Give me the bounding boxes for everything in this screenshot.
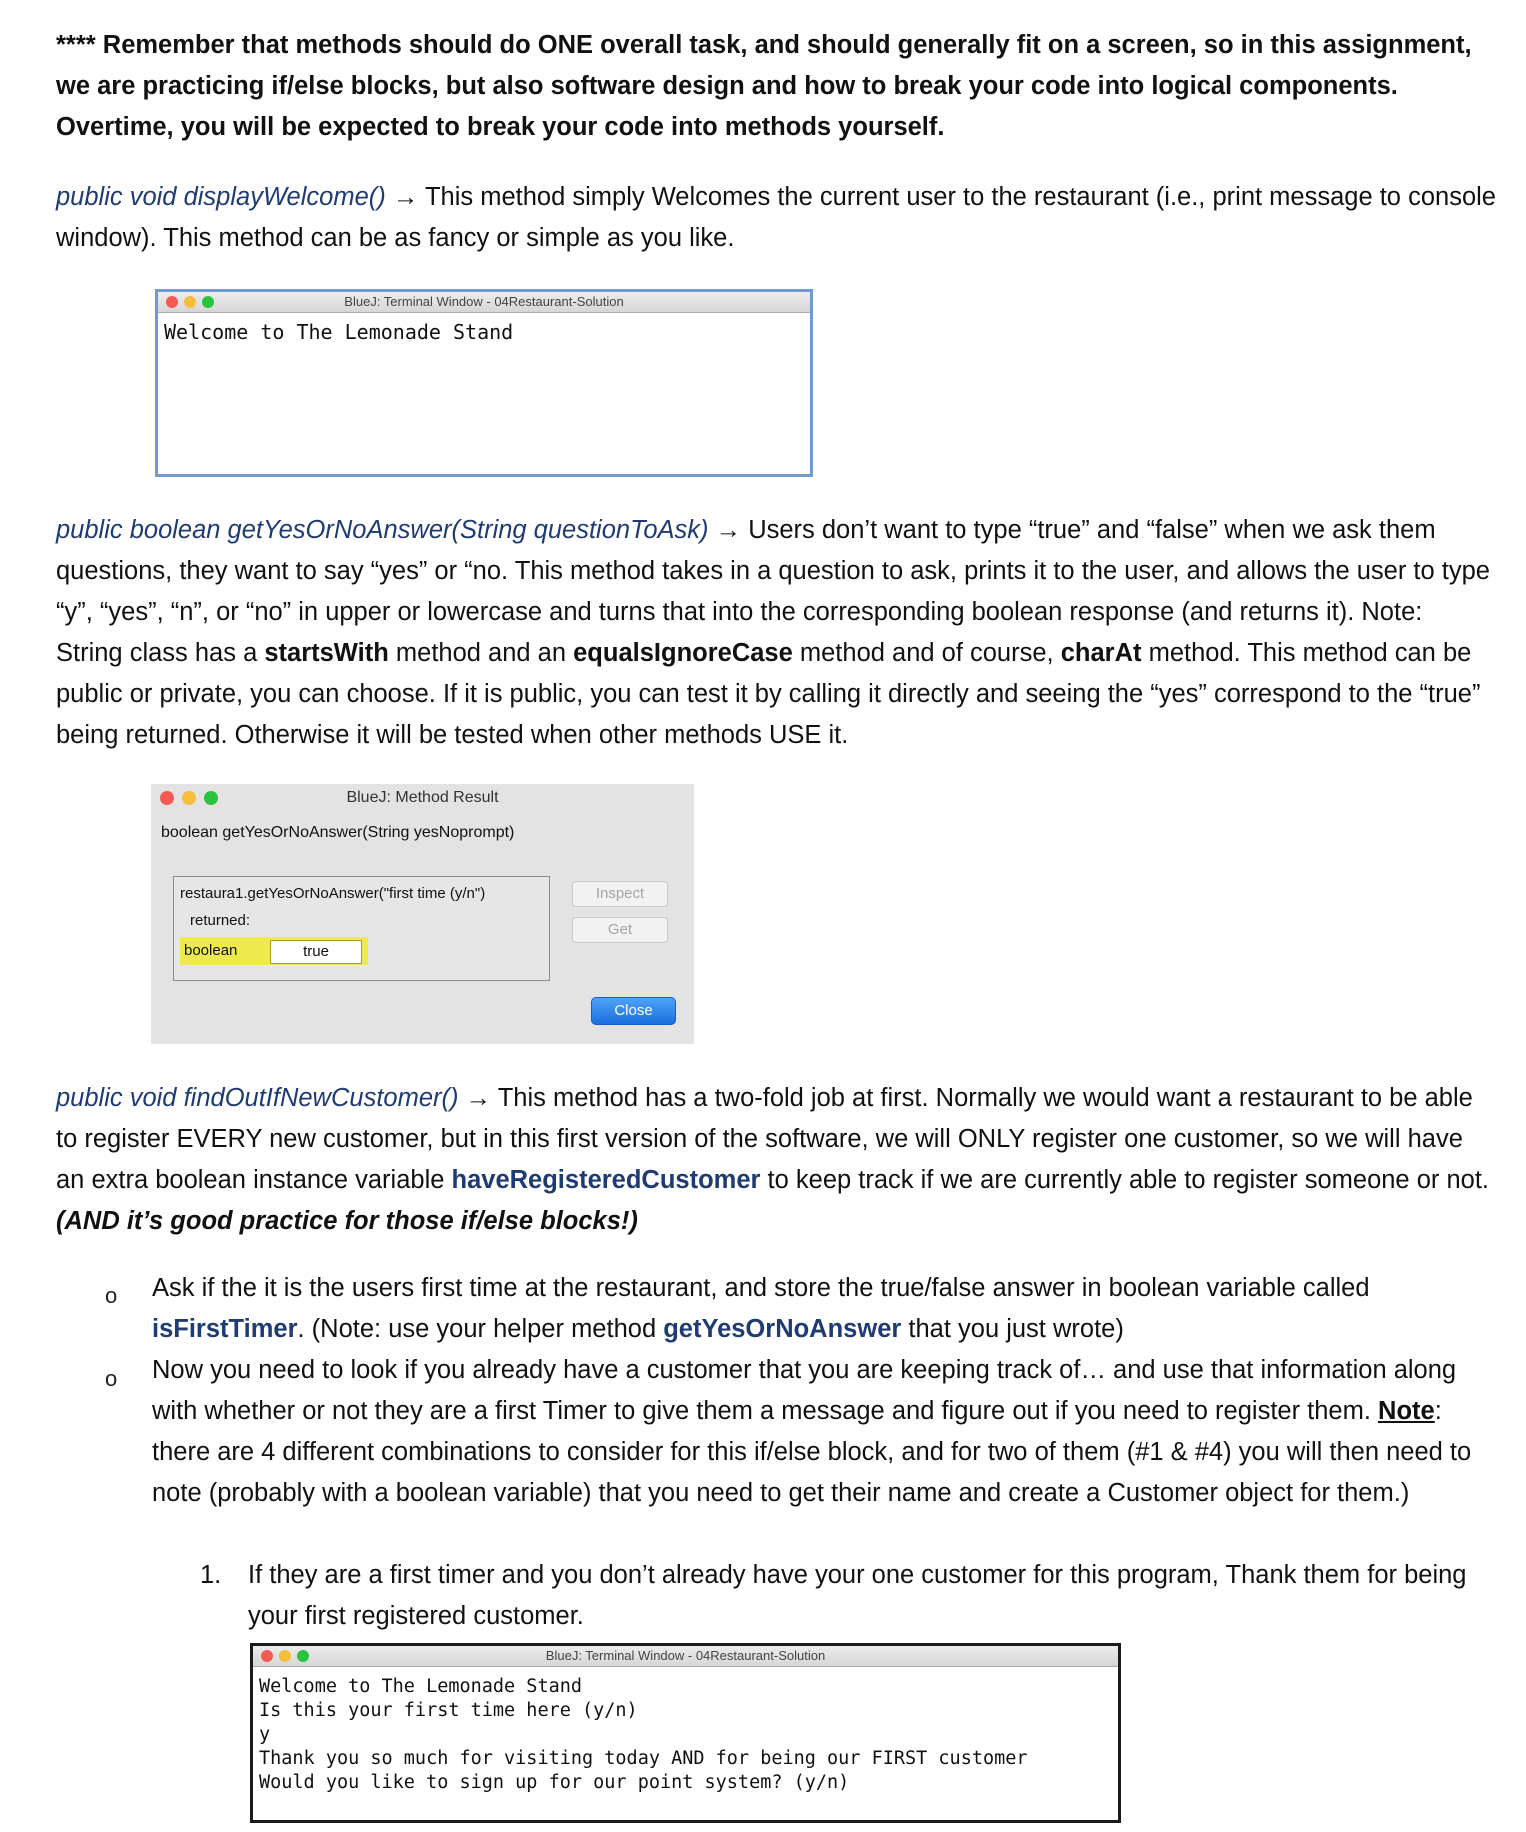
minimize-window-icon[interactable]	[182, 791, 196, 805]
bullet-marker-2: o	[105, 1366, 118, 1391]
bullet-1-text-3: that you just wrote)	[901, 1315, 1124, 1343]
get-yes-or-no-text-1: Users don’t want to type “true” and “false” when we ask them questions, they want to say “yes” or “no. This method takes in a question to ask, prints it to the user, and allows the user to type “y”, “yes”, “n”, or “no” in upper or lowercase and turns that into the corresponding boolean response (and returns it). Note: String class has a	[56, 516, 1490, 667]
find-out-text-1: This method has a two-fold job at first. Normally we would want a restaurant to be able to register EVERY new customer, but in this first version of the software, we will ONLY register one customer, so we will have an extra boolean instance variable	[56, 1084, 1473, 1194]
return-type-label: boolean	[184, 942, 238, 959]
zoom-window-icon[interactable]	[204, 791, 218, 805]
return-value-field[interactable]: true	[270, 940, 362, 964]
terminal-title-bar	[158, 292, 810, 313]
method-result-dialog	[151, 784, 694, 1044]
bullet-item-1	[152, 1268, 1497, 1350]
inspect-button[interactable]: Inspect	[572, 881, 668, 907]
terminal-line-2: Is this your first time here (y/n)	[259, 1700, 638, 1721]
terminal-title-bar	[253, 1646, 1118, 1667]
terminal-window-first-customer	[250, 1643, 1121, 1823]
terminal-output	[253, 1667, 1118, 1801]
starts-with-keyword: startsWith	[264, 639, 389, 667]
close-window-icon[interactable]	[166, 296, 178, 308]
terminal-window-welcome	[155, 289, 813, 477]
terminal-line-5: Would you like to sign up for our point system? (y/n)	[259, 1772, 850, 1793]
bullet-item-2	[152, 1350, 1497, 1514]
terminal-line-3: y	[259, 1724, 271, 1745]
get-yes-or-no-text-4: method. This method can be public or private, you can choose. If it is public, you can test it by calling it directly and seeing the “yes” correspond to the “true” being returned. Otherwise it will be tested when other methods USE it.	[56, 639, 1481, 749]
get-button[interactable]: Get	[572, 917, 668, 943]
result-panel	[173, 876, 550, 981]
returned-label: returned:	[190, 912, 251, 929]
get-yes-or-no-text-2: method and an	[388, 639, 574, 667]
bullet-marker-1: o	[105, 1283, 118, 1308]
find-out-text-2: to keep track if we are currently able to register someone or not.	[760, 1166, 1489, 1194]
close-button[interactable]: Close	[591, 997, 676, 1025]
terminal-output: Welcome to The Lemonade Stand	[164, 320, 514, 344]
find-out-emphasis: (AND it’s good practice for those if/else blocks!)	[56, 1207, 638, 1235]
window-controls	[160, 791, 218, 805]
close-window-icon[interactable]	[261, 1650, 273, 1662]
display-welcome-signature: public void displayWelcome()	[56, 183, 386, 211]
find-out-paragraph	[56, 1078, 1496, 1242]
terminal-title: BlueJ: Terminal Window - 04Restaurant-Solution	[545, 1648, 826, 1663]
dialog-title: BlueJ: Method Result	[346, 789, 499, 806]
bullet-1-text-1: Ask if the it is the users first time at the restaurant, and store the true/false answer in boolean variable called	[152, 1274, 1370, 1302]
numbered-item-1: If they are a first timer and you don’t already have your one customer for this program, Thank them for being your first registered customer.	[248, 1561, 1467, 1630]
bullet-2-text-2: : there are 4 different combinations to consider for this if/else block, and for two of them (#1 & #4) you will then need to note (probably with a boolean variable) that you need to get their name and create a Customer object for them.)	[152, 1397, 1472, 1507]
get-yes-or-no-paragraph	[56, 510, 1496, 756]
zoom-window-icon[interactable]	[297, 1650, 309, 1662]
get-yes-or-no-keyword: getYesOrNoAnswer	[663, 1315, 902, 1343]
zoom-window-icon[interactable]	[202, 296, 214, 308]
display-welcome-text: This method simply Welcomes the current user to the restaurant (i.e., print message to console window). This method can be as fancy or simple as you like.	[56, 183, 1496, 252]
have-registered-customer-keyword: haveRegisteredCustomer	[451, 1166, 761, 1194]
minimize-window-icon[interactable]	[184, 296, 196, 308]
window-controls	[166, 296, 214, 308]
bullet-1-text-2: . (Note: use your helper method	[297, 1315, 664, 1343]
intro-paragraph: **** Remember that methods should do ONE overall task, and should generally fit on a screen, so in this assignment, we are practicing if/else blocks, but also software design and how to break your code into logical components. Overtime, you will be expected to break your code into methods yourself.	[56, 31, 1472, 141]
get-yes-or-no-signature: public boolean getYesOrNoAnswer(String questionToAsk)	[56, 516, 709, 544]
dialog-title-bar	[151, 784, 694, 812]
close-window-icon[interactable]	[160, 791, 174, 805]
terminal-line-1: Welcome to The Lemonade Stand	[259, 1676, 583, 1697]
display-welcome-paragraph	[56, 177, 1496, 259]
char-at-keyword: charAt	[1060, 639, 1142, 667]
terminal-line-4: Thank you so much for visiting today AND for being our FIRST customer	[259, 1748, 1028, 1769]
find-out-signature: public void findOutIfNewCustomer()	[56, 1084, 459, 1112]
numbered-label-1: 1.	[200, 1561, 222, 1589]
arrow-icon: →	[465, 1084, 492, 1112]
method-call: restaura1.getYesOrNoAnswer("first time (y/n")	[180, 885, 486, 902]
window-controls	[261, 1650, 309, 1662]
equals-ignore-case-keyword: equalsIgnoreCase	[573, 639, 793, 667]
minimize-window-icon[interactable]	[279, 1650, 291, 1662]
note-label: Note	[1378, 1397, 1435, 1425]
is-first-timer-keyword: isFirstTimer	[152, 1315, 298, 1343]
arrow-icon: →	[392, 183, 419, 211]
return-type-row	[180, 937, 368, 965]
arrow-icon: →	[715, 516, 742, 544]
terminal-title: BlueJ: Terminal Window - 04Restaurant-Solution	[344, 294, 624, 309]
get-yes-or-no-text-3: method and of course,	[792, 639, 1061, 667]
bullet-2-text-1: Now you need to look if you already have a customer that you are keeping track of… and use that information along with whether or not they are a first Timer to give them a message and figure out if you need to register them.	[152, 1356, 1457, 1425]
method-signature: boolean getYesOrNoAnswer(String yesNoprompt)	[161, 824, 515, 841]
